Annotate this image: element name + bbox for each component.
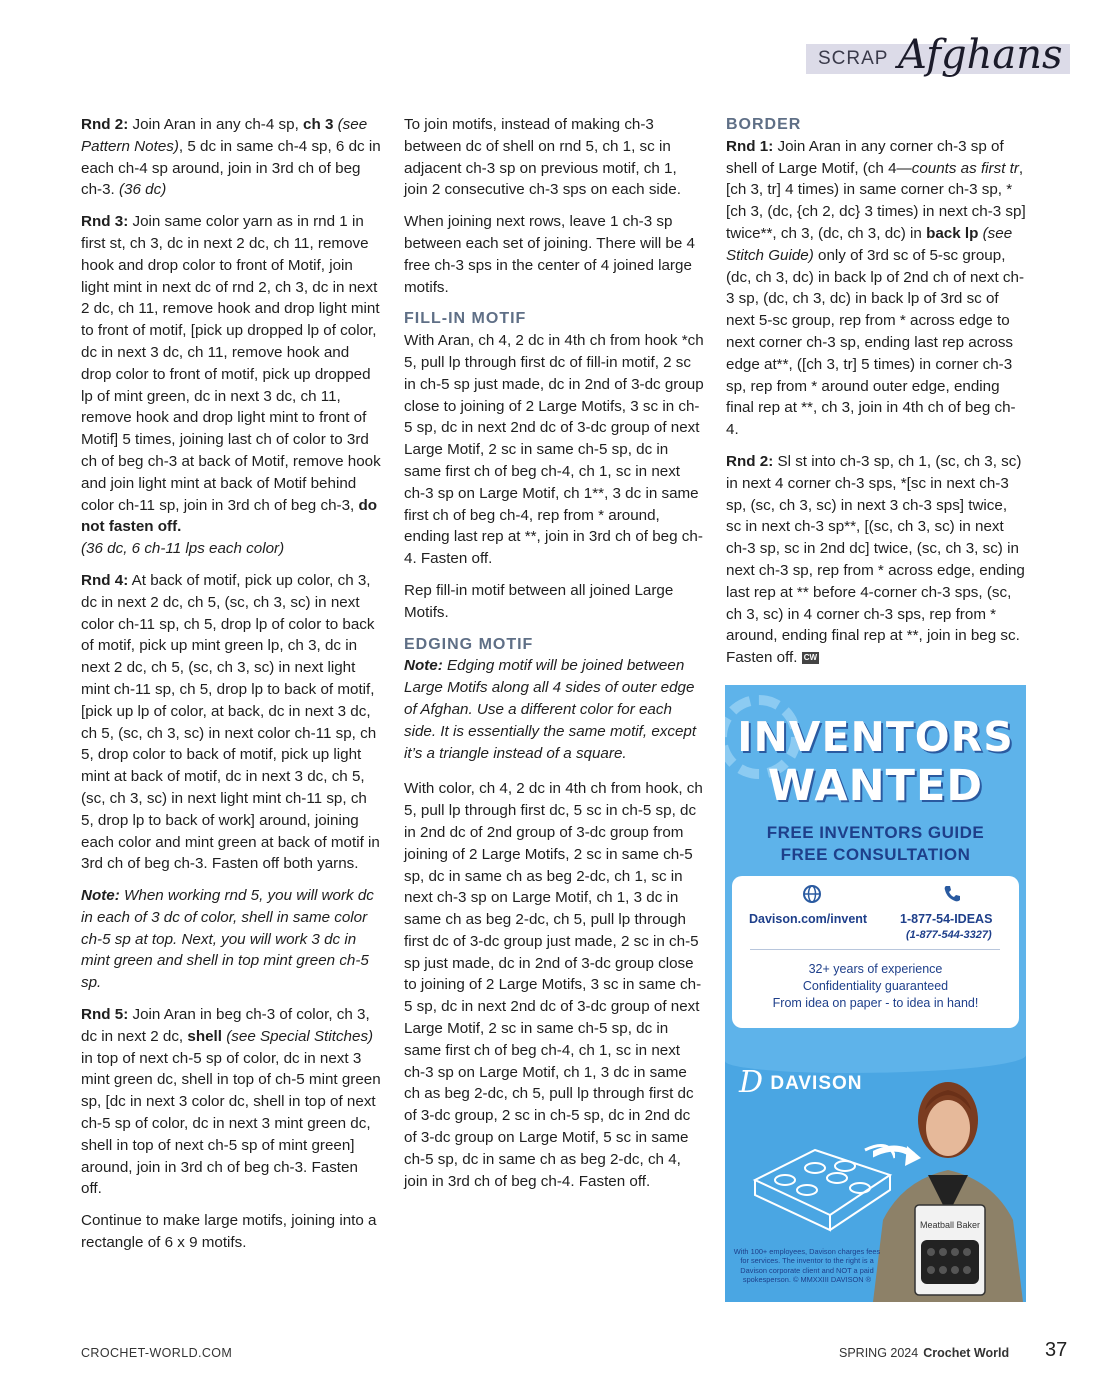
rep-fill-paragraph: Rep fill-in motif between all joined Large Motifs. xyxy=(404,581,674,621)
column-3 xyxy=(726,114,1026,679)
ad-phone-numeric: (1-877-544-3327) xyxy=(906,929,992,941)
ad-fine-print: With 100+ employees, Davison charges fees for services. The inventor to the right is a Davison corporate client and NOT a paid spokesperson. © MMXXIII DAVISON ® xyxy=(733,1247,881,1285)
ad-title-wanted: WANTED xyxy=(767,761,984,811)
fill-in-paragraph: With Aran, ch 4, 2 dc in 4th ch from hook *ch 5, pull lp through first dc of fill-in motif, 2 sc in ch-5 sp just made, dc in 2nd of 3-dc group close to joining of 2 Large Motifs, 3 sc in ch-5 sp, dc in next 2nd dc of 3-dc group of next Large Motif, 2 sc in same ch-5 sp, dc in same first ch of beg ch-4, ch 1, sc in next ch-3 sp on Large Motif, ch 1**, 3 dc in same first ch of beg ch-4, rep from * around, ending last rep at **, join in 3rd ch of beg ch-4. Fasten off. xyxy=(404,332,704,568)
rnd5-paragraph: Rnd 5: Join Aran in beg ch-3 of color, ch 3, dc in next 2 dc, shell (see Special Stitches) in top of next ch-5 sp of color, dc in next 3 mint green dc, shell in top of ch-5 mint green sp, [dc in next 3 color dc, shell in top of next ch-5 sp of color, dc in next 3 mint green dc, shell in top of next ch-5 sp of mint green] around, join in 3rd ch of beg ch-3. Fasten off. xyxy=(81,1006,381,1198)
ad-line-experience: 32+ years of experience xyxy=(808,962,943,976)
davison-advertisement[interactable] xyxy=(725,685,1026,1302)
rnd5-note: Note: When working rnd 5, you will work dc in each of 3 dc of color, shell in same color ch-5 sp at top. Next, you will work 3 dc in mint green and shell in top mint green ch-5 sp. xyxy=(81,887,374,992)
ad-title-inventors: INVENTORS xyxy=(737,713,1014,761)
edging-heading: EDGING MOTIF xyxy=(404,635,534,653)
ad-line-idea: From idea on paper - to idea in hand! xyxy=(772,996,979,1010)
rnd3-paragraph: Rnd 3: Join same color yarn as in rnd 1 in first st, ch 3, dc in next 2 dc, ch 11, remove hook and drop color to front of Motif, join light mint in next dc of rnd 2, ch 3, dc in next 2 dc, ch 11, remove hook and drop light mint to front of motif, [pick up dropped lp of color, dc in next 3 dc, ch 11, remove hook and drop color to front of motif, pick up dropped lp of mint green, dc in next 3 dc, ch 11, remove hook and drop light mint to front of Motif] 5 times, joining last ch of color to 3rd ch of beg ch-3 at back of Motif, remove hook and join light mint at back of Motif behind color ch-11 sp, join in 3rd ch of beg ch-3, do not fasten off. (36 dc, 6 ch-11 lps each color) xyxy=(81,213,381,558)
continue-paragraph: Continue to make large motifs, joining into a rectangle of 6 x 9 motifs. xyxy=(81,1212,377,1252)
edging-note: Note: Edging motif will be joined between Large Motifs along all 4 sides of outer edge of Afghan. Use a different color for each side. It is essentially the same motif, except it’s a triangle instead of a square. xyxy=(404,657,697,762)
border-rnd1: Rnd 1: Join Aran in any corner ch-3 sp of shell of Large Motif, (ch 4—counts as first tr, [ch 3, tr] 4 times) in same corner ch-3 sp, *[ch 3, (dc, {ch 2, dc} 3 times) in next ch-3 sp] twice**, ch 3, (dc, ch 3, dc) in back lp (see Stitch Guide) only of 3rd sc of 5-sc group, (dc, ch 3, dc) in back lp of 2nd ch of next ch-3 sp, (dc, ch 3, dc) in back lp of 3rd sc of next 5-sc group, rep from * across edge to next corner ch-3 sp, ending last rep across edge at**, ([ch 3, tr] 5 times) in corner ch-3 sp, rep from * around outer edge, ending final rep at **, ch 3, join in 4th ch of beg ch-4. xyxy=(726,137,1026,439)
page-number: 37 xyxy=(1045,1339,1068,1361)
rows-paragraph: When joining next rows, leave 1 ch-3 sp between each set of joining. There will be 4 free ch-3 sps in the center of 4 joined large motifs. xyxy=(404,213,695,296)
cw-end-mark: CW xyxy=(803,653,818,663)
ad-sub-guide: FREE INVENTORS GUIDE xyxy=(766,823,985,842)
border-heading: BORDER xyxy=(726,116,802,133)
header-afghans: Afghans xyxy=(898,32,1063,78)
ad-line-confidential: Confidentiality guaranteed xyxy=(802,979,949,993)
fill-in-heading: FILL-IN MOTIF xyxy=(404,310,527,328)
footer-issue: SPRING 2024 Crochet World xyxy=(839,1346,1010,1360)
join-paragraph: To join motifs, instead of making ch-3 between dc of shell on rnd 5, ch 1, sc in adjacent ch-3 sp on previous motif, ch 1, join 2 consecutive ch-3 sps on each side. xyxy=(404,116,681,199)
rnd4-paragraph: Rnd 4: At back of motif, pick up color, ch 3, dc in next 2 dc, ch 5, (sc, ch 3, sc) in next color ch-11 sp, ch 5, drop lp of color to back of motif, pick up mint green lp, ch 3, dc in next 2 dc, ch 5, (sc, ch 3, sc) in next light mint ch-11 sp, ch 5, drop lp to back of motif, [pick up lp of color, at back, dc in next 3 dc, ch 5, (sc, ch 3, sc) in next color ch-11 sp, ch 5, drop color to back of motif, pick up light mint at back of motif, dc in next 3 dc, ch 5, (sc, ch 3, sc) in next light mint ch-11 sp, ch 5, drop lp to back of work] around, joining each color and mint green at back of motif in 3rd ch of beg ch-3. Fasten off both yarns. xyxy=(81,571,380,873)
edging-paragraph: With color, ch 4, 2 dc in 4th ch from hook, ch 5, pull lp through first dc, 5 sc in ch-5 sp, dc in 2nd dc of 2nd group of 3-dc group from joining of 2 Large Motifs, 2 sc in same ch-5 sp, dc in same ch as beg 2-dc, ch 1, sc in next ch-3 sp on Large Motif, ch 1, 3 dc in same ch as beg 2-dc, ch 5, pull lp through first dc of 3-dc group just made, 2 sc in ch-5 sp just made, dc in 2nd of 3-dc group close to joining of 2 Large Motifs, 3 sc in same ch-5 sp, dc in next 2nd dc of 3-dc group of next Large Motif, 2 sc in same ch-5 sp, dc in same first ch of beg ch-4, ch 1, sc in next ch-3 sp on Large Motif, ch 1, 3 dc in same ch as beg 2-dc, ch 5, pull lp through first dc of 3-dc group, 2 sc in ch-5 sp, dc in 2nd dc of 3-dc group on Large Motif, 5 sc in same ch-5 sp, dc in same ch as beg 2-dc, ch 4, join in 3rd ch of beg ch-4. Fasten off. xyxy=(404,780,703,1190)
inventor-photo xyxy=(873,1040,1023,1302)
header-scrap: SCRAP xyxy=(818,48,889,69)
rnd2-paragraph: Rnd 2: Join Aran in any ch-4 sp, ch 3 (see Pattern Notes), 5 dc in same ch-4 sp, 6 dc in each ch-4 sp around, join in 3rd ch of beg ch-3. (36 dc) xyxy=(81,116,381,199)
phone-icon xyxy=(942,884,962,904)
product-label: Meatball Baker xyxy=(919,1220,981,1230)
ad-contact-box xyxy=(732,876,1019,1028)
ad-phone: 1-877-54-IDEAS xyxy=(900,912,993,926)
ad-sub-consultation: FREE CONSULTATION xyxy=(780,845,971,864)
davison-logo: D DAVISON xyxy=(739,1065,863,1100)
footer-site: CROCHET-WORLD.COM xyxy=(81,1346,233,1360)
column-1 xyxy=(81,114,381,1264)
ad-divider xyxy=(750,949,1000,950)
globe-icon xyxy=(802,884,822,904)
ad-website[interactable]: Davison.com/invent xyxy=(749,912,868,926)
column-2 xyxy=(404,114,704,1202)
border-rnd2: Rnd 2: Sl st into ch-3 sp, ch 1, (sc, ch 3, sc) in next 4 corner ch-3 sps, *[sc in next ch-3 sp, (sc, ch 3, sc) in next 3 ch-3 sps] twice, sc in next ch-3 sp**, [(sc, ch 3, sc) in next ch-3 sp, sc in 2nd dc] twice, (sc, ch 3, sc) in next ch-3 sp, rep from * across edge, ending last rep at ** before 4-corner ch-3 sps, (sc, ch 3, sc) in 4 corner ch-3 sps, rep from * around, ending final rep at **, join in beg sc. Fasten off. CW xyxy=(726,452,1025,667)
section-header-tag xyxy=(806,32,1070,78)
